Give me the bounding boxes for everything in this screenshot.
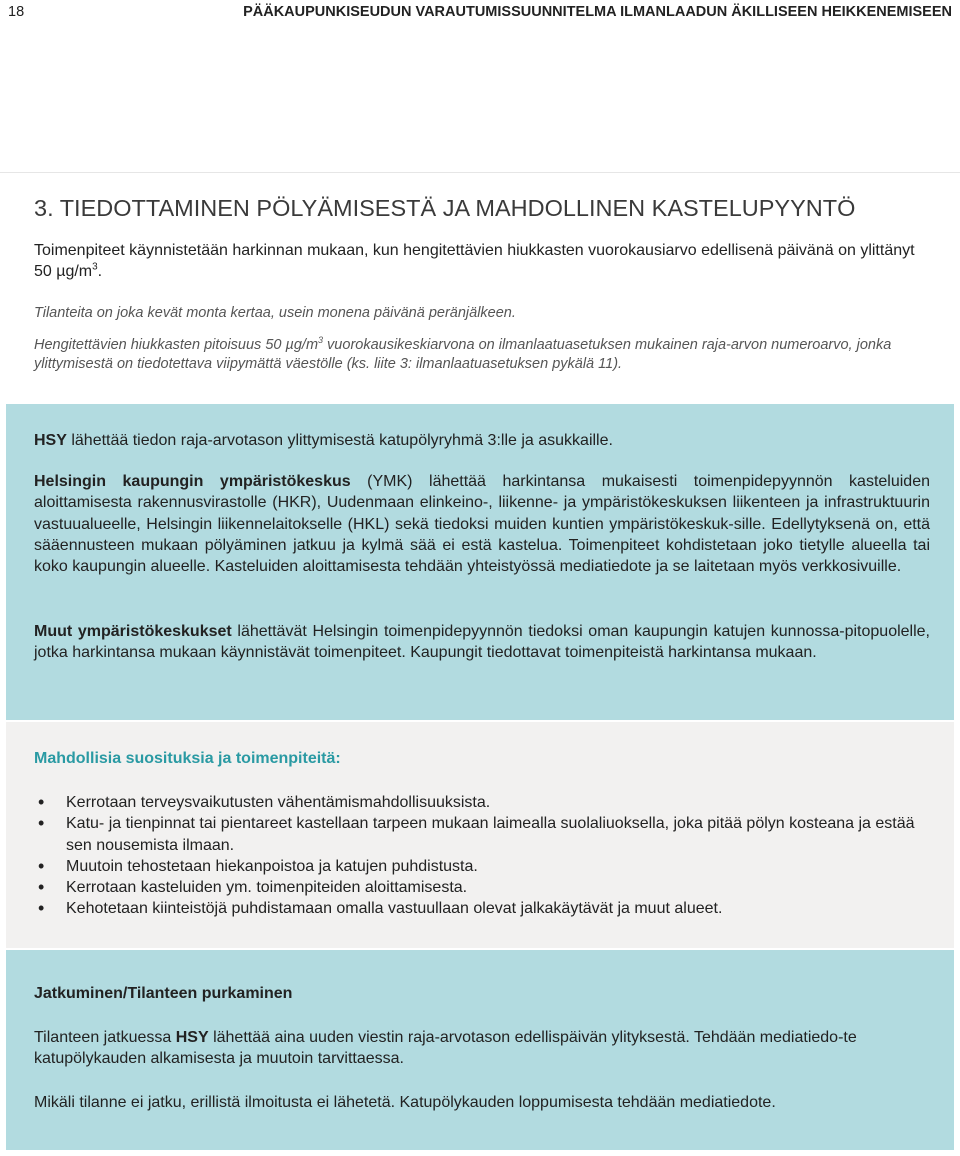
- intro-section: [0, 172, 960, 405]
- list-item: • Muutoin tehostetaan hiekanpoistoa ja katujen puhdistusta.: [34, 856, 930, 877]
- italic-note-1: Tilanteita on joka kevät monta kertaa, usein monena päivänä peränjälkeen.: [34, 305, 516, 321]
- intro-paragraph: Toimenpiteet käynnistetään harkinnan mukaan, kun hengitettävien hiukkasten vuorokausiarvo edellisenä päivänä on ylittänyt 50 $\mu g/m^3$.: [34, 242, 915, 280]
- recommendations-heading: Mahdollisia suosituksia ja toimenpiteitä:: [34, 750, 341, 767]
- italic-note-2: Hengitettävien hiukkasten pitoisuus 50 $\mu g/m^3$ vuorokausikeskiarvona on ilmanlaatuasetuksen mukainen raja-arvon numeroarvo, jonka ylittymisestä on tiedotettava viipymättä väestölle (ks. liite 3: ilmanlaatuasetuksen pykälä 11).: [34, 335, 892, 372]
- recommendations-list: [34, 792, 930, 920]
- recommendations-box: [6, 722, 954, 948]
- list-item: • Kerrotaan terveysvaikutusten vähentämismahdollisuuksista.: [34, 792, 930, 813]
- ymk-paragraph: Helsingin kaupungin ympäristökeskus (YMK) lähettää harkintansa mukaisesti toimenpidepyynnön kasteluiden aloittamisesta rakennusvirastolle (HKR), Uudenmaan elinkeino-, liikenne- ja ympäristökeskuksen liikenteen ja infrastruktuurin vastuualueelle, Helsingin liikennelaitokselle (HKL) sekä tiedoksi muiden kuntien ympäristökeskuk-sille. Edellytyksenä on, että sääennusteen mukaan pölyäminen jatkuu ja kylmä sää ei estä kastelua. Toimenpiteet kohdistetaan joko tietylle alueella tai koko kaupungin alueelle. Kasteluiden aloittamisesta tehdään yhteistyössä mediatiedote ja se laitetaan myös verkkosivuille.: [34, 473, 930, 576]
- other-centres-paragraph: Muut ympäristökeskukset lähettävät Helsingin toimenpidepyynnön tiedoksi oman kaupungin katujen kunnossa-pitopuolelle, jotka harkintansa mukaan käynnistävät toimenpiteet. Kaupungit tiedottavat toimenpiteistä harkintansa mukaan.: [34, 623, 930, 662]
- page-header: [0, 0, 960, 30]
- list-item: • Kerrotaan kasteluiden ym. toimenpiteiden aloittamisesta.: [34, 877, 930, 898]
- section-heading: 3. TIEDOTTAMINEN PÖLYÄMISESTÄ JA MAHDOLLINEN KASTELUPYYNTÖ: [34, 195, 856, 221]
- ending-paragraph: Mikäli tilanne ei jatku, erillistä ilmoitusta ei lähetetä. Katupölykauden loppumisesta tehdään mediatiedote.: [34, 1094, 776, 1111]
- running-title: PÄÄKAUPUNKISEUDUN VARAUTUMISSUUNNITELMA ILMANLAADUN ÄKILLISEEN HEIKKENEMISEEN: [243, 4, 952, 20]
- continuation-box: [6, 950, 954, 1150]
- actions-box: [6, 404, 954, 720]
- hsy-paragraph: HSY lähettää tiedon raja-arvotason ylittymisestä katupölyryhmä 3:lle ja asukkaille.: [34, 432, 613, 449]
- continuation-paragraph: Tilanteen jatkuessa HSY lähettää aina uuden viestin raja-arvotason edellispäivän ylityksestä. Tehdään mediatiedo-te katupölykauden alkamisesta ja muutoin tarvittaessa.: [34, 1029, 857, 1068]
- list-item: • Katu- ja tienpinnat tai pientareet kastellaan tarpeen mukaan laimealla suolaliuoksella, joka pitää pölyn kosteana ja estää sen nousemista ilmaan.: [34, 813, 930, 856]
- continuation-heading: Jatkuminen/Tilanteen purkaminen: [34, 985, 293, 1002]
- page-number: 18: [8, 4, 25, 20]
- list-item: • Kehotetaan kiinteistöjä puhdistamaan omalla vastuullaan olevat jalkakäytävät ja muut alueet.: [34, 898, 930, 919]
